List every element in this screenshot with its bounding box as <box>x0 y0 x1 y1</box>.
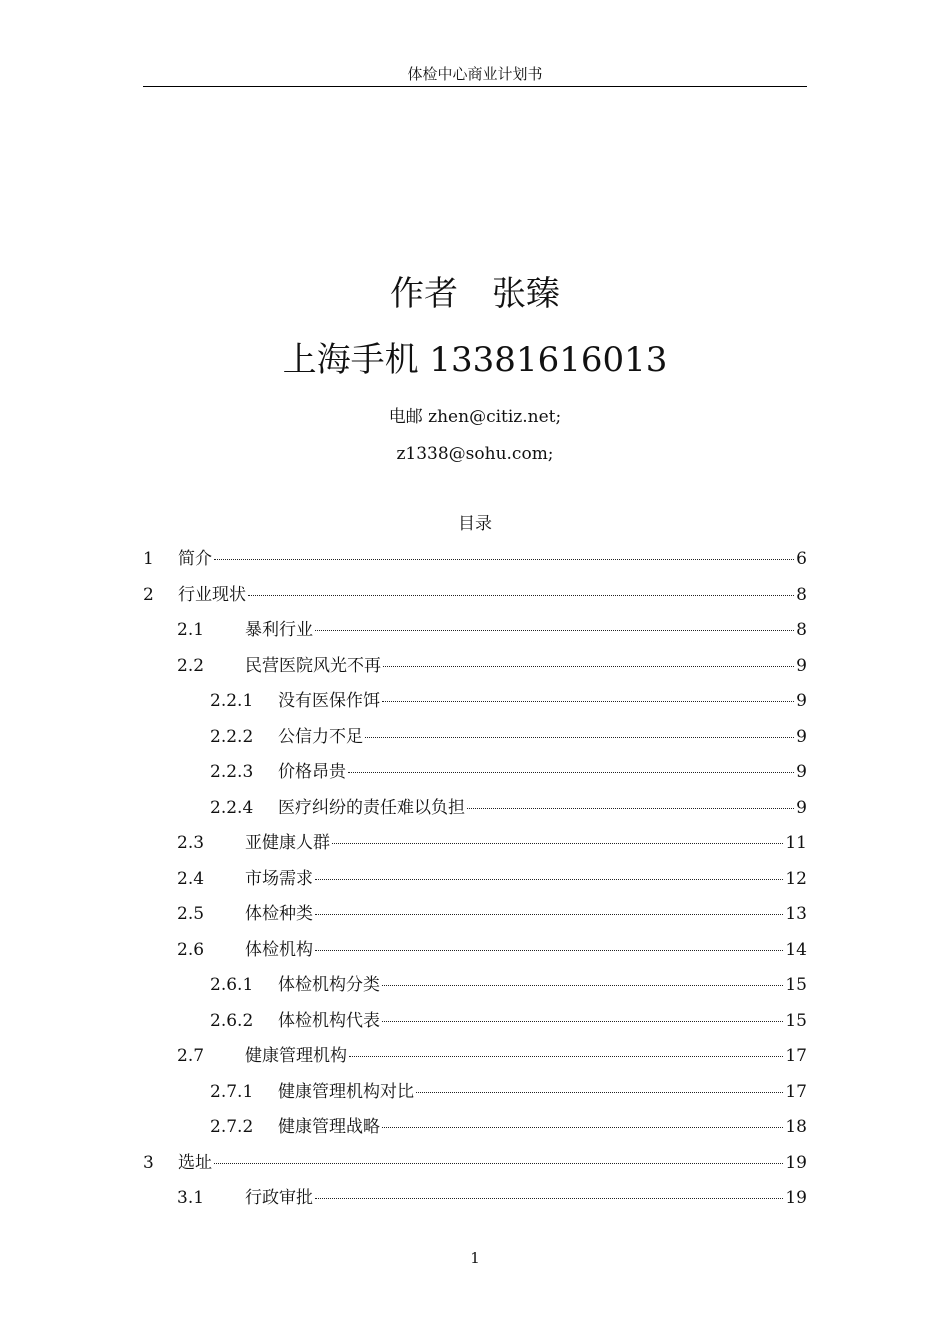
toc-entry-title: 行政审批 <box>245 1188 313 1208</box>
toc-entry-number: 2.6.2 <box>210 1010 254 1031</box>
toc-entry-page: 15 <box>785 1010 807 1031</box>
toc-entry-number: 3 <box>143 1152 154 1173</box>
toc-entry-number: 2.2.3 <box>210 762 254 782</box>
toc-entry-title: 体检种类 <box>245 904 313 924</box>
toc-entry[interactable] <box>143 689 807 725</box>
toc-entry-page: 18 <box>785 1117 807 1137</box>
toc-entry[interactable] <box>143 1080 807 1116</box>
toc-dot-leader <box>248 595 794 596</box>
toc-entry-title: 亚健康人群 <box>245 833 330 853</box>
author-line: 作者 张臻 <box>390 274 560 314</box>
toc-entry-title: 简介 <box>178 549 212 569</box>
toc-entry-number: 2.7 <box>177 1046 205 1066</box>
toc-entry-title: 行业现状 <box>178 584 246 605</box>
toc-entry-title: 健康管理战略 <box>278 1117 380 1137</box>
toc-entry[interactable] <box>143 547 807 583</box>
toc-entry-title: 民营医院风光不再 <box>245 655 381 676</box>
toc-entry-page: 9 <box>796 726 807 747</box>
toc-entry[interactable] <box>143 1044 807 1080</box>
table-of-contents <box>143 547 807 1222</box>
toc-dot-leader <box>416 1092 783 1093</box>
toc-entry-page: 8 <box>796 584 807 605</box>
toc-entry-page: 15 <box>785 975 807 995</box>
toc-entry-number: 2.2.1 <box>210 691 254 711</box>
toc-dot-leader <box>315 914 783 915</box>
toc-entry-title: 健康管理机构对比 <box>278 1081 414 1102</box>
toc-entry-title: 市场需求 <box>245 868 313 889</box>
toc-dot-leader <box>315 879 783 880</box>
toc-dot-leader <box>382 701 794 702</box>
toc-entry-number: 2.7.1 <box>210 1081 254 1102</box>
toc-entry-number: 2.5 <box>177 904 205 924</box>
toc-dot-leader <box>349 1056 783 1057</box>
toc-entry-page: 14 <box>785 939 807 960</box>
toc-entry[interactable] <box>143 902 807 938</box>
toc-entry-number: 2.3 <box>177 833 205 853</box>
email-line-1: 电邮 zhen@citiz.net; <box>388 407 562 427</box>
toc-entry-number: 2.2 <box>177 655 205 676</box>
toc-entry-page: 9 <box>796 762 807 782</box>
toc-entry[interactable] <box>143 973 807 1009</box>
toc-entry[interactable] <box>143 831 807 867</box>
toc-dot-leader <box>315 1198 783 1199</box>
toc-entry-page: 9 <box>796 691 807 711</box>
toc-entry[interactable] <box>143 618 807 654</box>
toc-entry-page: 17 <box>785 1046 807 1066</box>
toc-dot-leader <box>365 737 794 738</box>
toc-entry[interactable] <box>143 725 807 761</box>
toc-dot-leader <box>382 1021 783 1022</box>
toc-entry[interactable] <box>143 583 807 619</box>
phone-line: 上海手机 13381616013 <box>282 340 668 380</box>
toc-entry-page: 8 <box>796 620 807 640</box>
toc-entry-number: 1 <box>143 549 154 569</box>
toc-dot-leader <box>214 559 794 560</box>
toc-entry-title: 体检机构代表 <box>278 1010 380 1031</box>
toc-entry-title: 健康管理机构 <box>245 1046 347 1066</box>
toc-entry[interactable] <box>143 1009 807 1045</box>
toc-entry-title: 暴利行业 <box>245 620 313 640</box>
toc-entry[interactable] <box>143 796 807 832</box>
toc-entry-number: 2.2.2 <box>210 726 254 747</box>
toc-entry-title: 选址 <box>178 1152 212 1173</box>
toc-entry-number: 2.6.1 <box>210 975 254 995</box>
toc-entry-number: 2 <box>143 584 154 605</box>
toc-entry[interactable] <box>143 654 807 690</box>
toc-entry-title: 体检机构 <box>245 939 313 960</box>
toc-dot-leader <box>315 630 794 631</box>
email-line-2: z1338@sohu.com; <box>396 444 554 464</box>
toc-entry-page: 13 <box>785 904 807 924</box>
toc-entry-number: 3.1 <box>177 1188 205 1208</box>
toc-entry-page: 12 <box>785 868 807 889</box>
toc-entry-title: 体检机构分类 <box>278 975 380 995</box>
toc-entry[interactable] <box>143 938 807 974</box>
toc-entry-number: 2.1 <box>177 620 205 640</box>
toc-entry-number: 2.2.4 <box>210 797 254 818</box>
toc-entry-page: 17 <box>785 1081 807 1102</box>
toc-entry-page: 19 <box>785 1152 807 1173</box>
toc-entry-page: 11 <box>785 833 807 853</box>
toc-entry-page: 19 <box>785 1188 807 1208</box>
page-header: 体检中心商业计划书 <box>143 64 807 87</box>
toc-dot-leader <box>382 985 783 986</box>
toc-entry-page: 9 <box>796 797 807 818</box>
toc-entry[interactable] <box>143 1186 807 1222</box>
toc-entry[interactable] <box>143 1115 807 1151</box>
toc-dot-leader <box>315 950 783 951</box>
toc-dot-leader <box>214 1163 783 1164</box>
toc-dot-leader <box>348 772 794 773</box>
toc-dot-leader <box>382 1127 783 1128</box>
toc-entry-title: 公信力不足 <box>278 726 363 747</box>
toc-title: 目录 <box>458 514 492 534</box>
toc-entry-page: 6 <box>796 549 807 569</box>
toc-dot-leader <box>383 666 794 667</box>
toc-entry-number: 2.6 <box>177 939 205 960</box>
toc-entry[interactable] <box>143 760 807 796</box>
toc-entry-title: 价格昂贵 <box>278 762 346 782</box>
toc-dot-leader <box>467 808 794 809</box>
toc-entry-number: 2.7.2 <box>210 1117 254 1137</box>
toc-entry-page: 9 <box>796 655 807 676</box>
toc-dot-leader <box>332 843 783 844</box>
toc-entry[interactable] <box>143 1151 807 1187</box>
toc-entry-number: 2.4 <box>177 868 205 889</box>
toc-entry-title: 没有医保作饵 <box>278 691 380 711</box>
toc-entry[interactable] <box>143 867 807 903</box>
toc-entry-title: 医疗纠纷的责任难以负担 <box>278 797 465 818</box>
page-number: 1 <box>470 1249 480 1267</box>
